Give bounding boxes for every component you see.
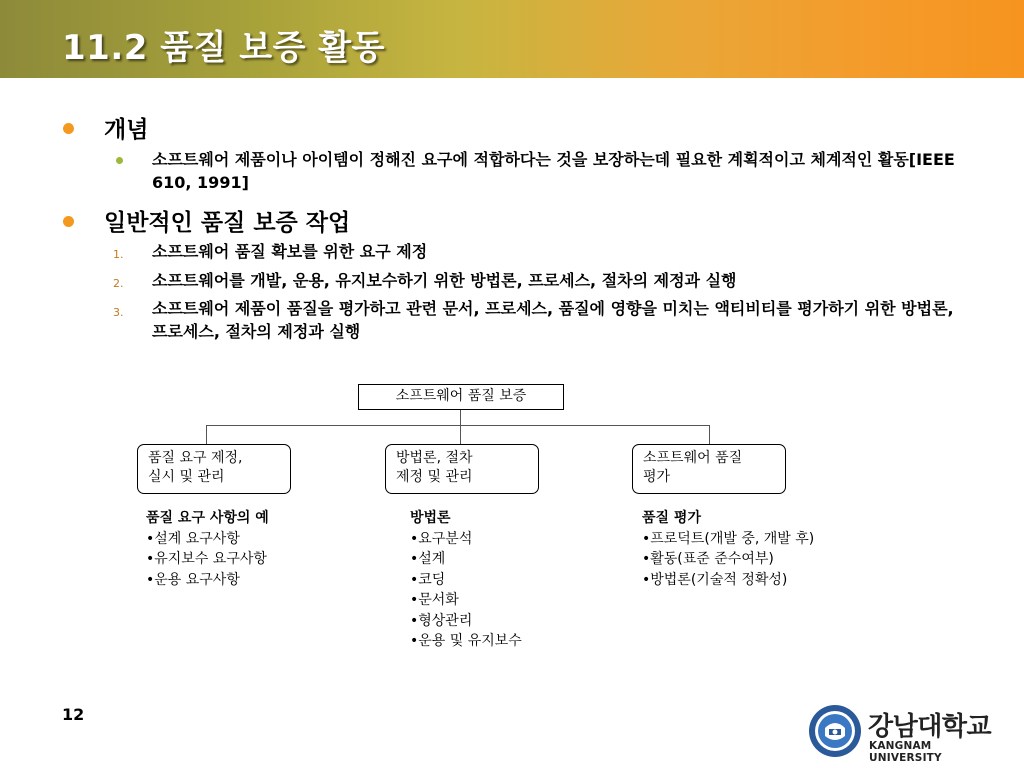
university-seal-icon <box>808 704 862 758</box>
title-bar <box>0 0 1024 78</box>
diagram-child-box: 소프트웨어 품질 평가 <box>632 444 786 494</box>
logo-korean-text: 강남대학교 <box>868 712 992 742</box>
bullet-icon <box>63 216 74 227</box>
concept-heading: 개념 <box>104 117 149 143</box>
diagram-root-box <box>358 384 564 410</box>
task-item: 소프트웨어를 개발, 운용, 유지보수하기 위한 방법론, 프로세스, 절차의 제정과 실행 <box>152 271 737 290</box>
slide-title: 11.2 품질 보증 활동 <box>62 28 385 68</box>
connector-line <box>709 425 710 444</box>
methodology-list <box>410 508 522 652</box>
requirements-list <box>146 508 269 590</box>
diagram-child-box: 품질 요구 제정, 실시 및 관리 <box>137 444 291 494</box>
sub-bullet-icon <box>116 157 123 164</box>
list-item: •요구분석 <box>410 530 473 547</box>
connector-line <box>460 425 461 444</box>
list-item: •코딩 <box>410 571 446 588</box>
list-item: •설계 요구사항 <box>146 530 240 547</box>
diagram-child-box: 방법론, 절차 제정 및 관리 <box>385 444 539 494</box>
task-number: 1. <box>113 248 124 261</box>
diagram-root-label: 소프트웨어 품질 보증 <box>395 388 527 404</box>
university-logo <box>808 704 1008 764</box>
list-item: •문서화 <box>410 592 459 608</box>
list-heading: 품질 평가 <box>642 510 701 526</box>
task-item: 소프트웨어 품질 확보를 위한 요구 제정 <box>152 242 428 261</box>
list-item: •유지보수 요구사항 <box>146 551 267 567</box>
connector-line <box>206 425 710 426</box>
list-heading: 품질 요구 사항의 예 <box>146 510 269 526</box>
bullet-icon <box>63 123 74 134</box>
list-item: •운용 요구사항 <box>146 571 240 588</box>
connector-line <box>460 410 461 426</box>
task-number: 3. <box>113 306 124 319</box>
task-number: 2. <box>113 277 124 290</box>
list-item: •형상관리 <box>410 612 473 629</box>
list-item: •프로덕트(개발 중, 개발 후) <box>642 530 815 547</box>
list-heading: 방법론 <box>410 510 451 526</box>
task-item: 소프트웨어 제품이 품질을 평가하고 관련 문서, 프로세스, 품질에 영향을 미치는 액티비티를 평가하기 위한 방법론, 프로세스, 절차의 제정과 실행 <box>152 299 954 341</box>
list-item: •활동(표준 준수여부) <box>642 551 774 567</box>
list-item: •방법론(기술적 정확성) <box>642 571 788 588</box>
list-item: •운용 및 유지보수 <box>410 633 522 649</box>
evaluation-list <box>642 508 814 590</box>
connector-line <box>206 425 207 444</box>
list-item: •설계 <box>410 551 446 567</box>
tasks-heading: 일반적인 품질 보증 작업 <box>104 210 351 236</box>
page-number: 12 <box>62 705 85 724</box>
logo-english-text: KANGNAM UNIVERSITY <box>869 740 942 764</box>
concept-item: 소프트웨어 제품이나 아이템이 정해진 요구에 적합하다는 것을 보장하는데 필요한 계획적이고 체계적인 활동[IEEE 610, 1991] <box>152 150 955 192</box>
